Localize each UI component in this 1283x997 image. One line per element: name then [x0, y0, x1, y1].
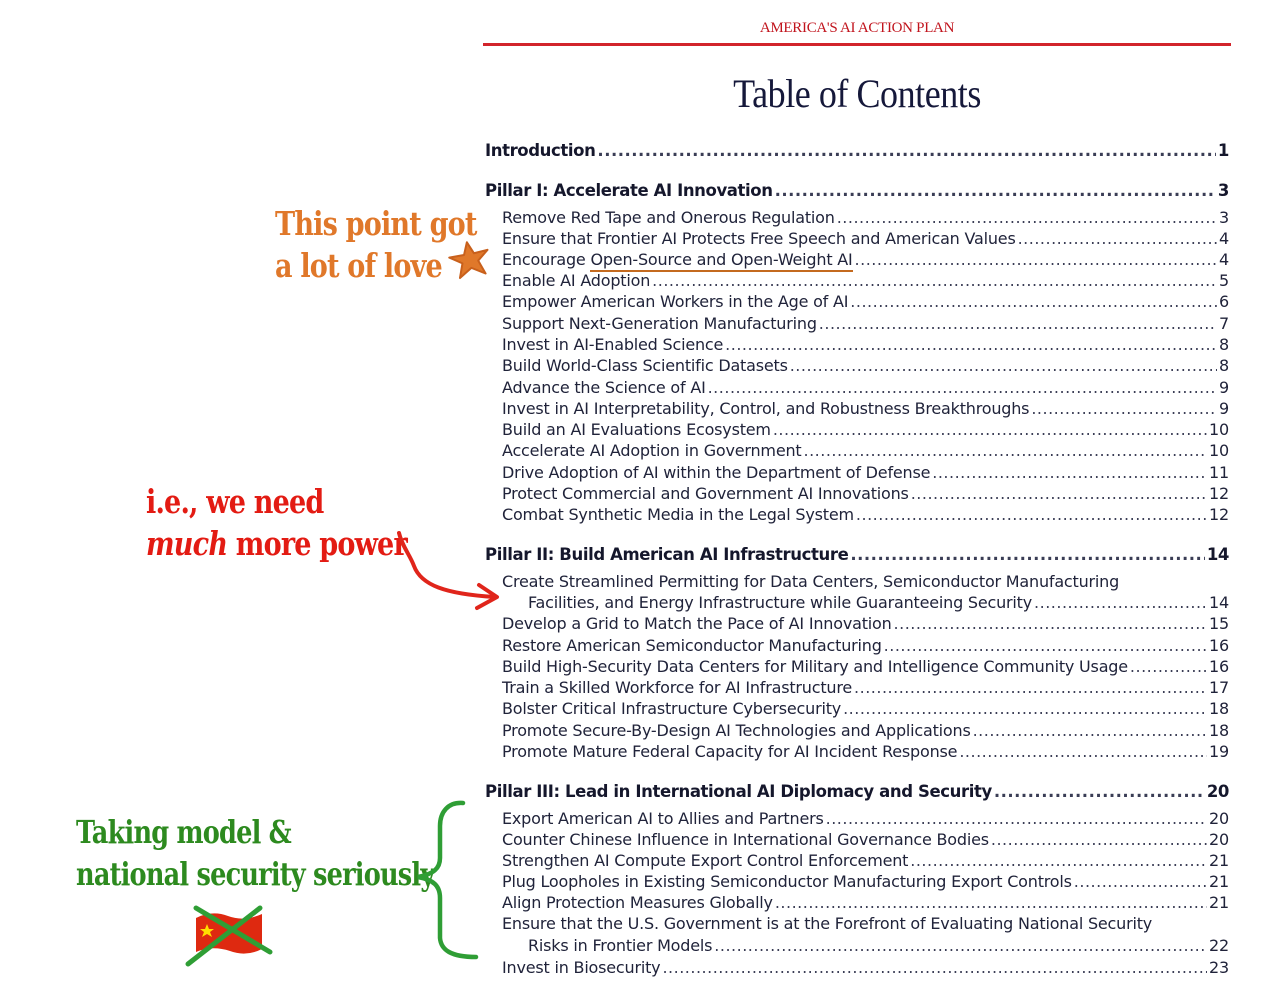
toc-entry-title-text: Promote Mature Federal Capacity for AI Incident Response: [502, 742, 958, 761]
toc-entry-title-text: Introduction: [485, 141, 596, 160]
page-number: 19: [1209, 742, 1229, 761]
page-number: 18: [1209, 721, 1229, 740]
header-title: AMERICA'S AI ACTION PLAN: [759, 20, 955, 36]
page-number: 7: [1219, 314, 1229, 333]
page-number: 14: [1206, 545, 1229, 564]
toc-entry-title-text: Pillar III: Lead in International AI Diplomacy and Security: [485, 782, 992, 801]
toc-entry-title-text: Export American AI to Allies and Partners: [502, 809, 824, 828]
annotation-power-rest: more power: [227, 524, 407, 563]
page-number: 12: [1209, 484, 1229, 503]
toc-entry-title-text: Support Next-Generation Manufacturing: [502, 314, 817, 333]
page-number: 17: [1209, 678, 1229, 697]
toc-entry-title-text: Train a Skilled Workforce for AI Infrastructure: [502, 678, 853, 697]
page-number: 3: [1219, 208, 1229, 227]
page-number: 4: [1219, 250, 1229, 269]
toc-entry-title-text: Create Streamlined Permitting for Data Centers, Semiconductor Manufacturing: [502, 572, 1120, 591]
toc-entry-title-text: Risks in Frontier Models: [528, 936, 713, 955]
annotation-power-emphasis: much: [146, 524, 228, 563]
highlighted-title: Open-Source and Open-Weight AI: [590, 250, 852, 272]
toc-entry-title-text: Enable AI Adoption: [502, 271, 651, 290]
page-number: 12: [1209, 505, 1229, 524]
page-number: 21: [1209, 893, 1229, 912]
toc-entry-title-text: Combat Synthetic Media in the Legal System: [502, 505, 854, 524]
toc-entry-title-text: Empower American Workers in the Age of AI: [502, 292, 849, 311]
red-arrow-icon: [399, 533, 497, 608]
toc-entry-title-text: Align Protection Measures Globally: [502, 893, 773, 912]
page-number: 22: [1209, 936, 1229, 955]
toc-entry-title-text: Pillar II: Build American AI Infrastructure: [485, 545, 849, 564]
toc-entry-title-text: Protect Commercial and Government AI Innovations: [502, 484, 909, 503]
toc-entry-title-text: Strengthen AI Compute Export Control Enforcement: [502, 851, 909, 870]
page-number: 8: [1219, 356, 1229, 375]
page-number: 20: [1206, 782, 1229, 801]
toc-entry-title-text: Plug Loopholes in Existing Semiconductor Manufacturing Export Controls: [502, 872, 1072, 891]
toc-entry-title-text: Remove Red Tape and Onerous Regulation: [502, 208, 835, 227]
page-number: 16: [1209, 657, 1229, 676]
toc-entry-title-text: Facilities, and Energy Infrastructure while Guaranteeing Security: [528, 593, 1033, 612]
green-brace-icon: [418, 803, 476, 957]
toc-entry-title-text: Restore American Semiconductor Manufacturing: [502, 636, 882, 655]
toc-entry-title-text: Build High-Security Data Centers for Military and Intelligence Community Usage: [502, 657, 1128, 676]
page-title: Table of Contents: [733, 71, 981, 116]
page-number: 10: [1209, 420, 1229, 439]
crossed-out-china-flag-icon: [188, 908, 270, 964]
page-number: 15: [1209, 614, 1229, 633]
toc-entry-title-text: Invest in AI Interpretability, Control, and Robustness Breakthroughs: [502, 399, 1030, 418]
annotation-love-line1: This point got: [275, 204, 477, 243]
toc-entry-title-text: Ensure that the U.S. Government is at the Forefront of Evaluating National Security: [502, 914, 1153, 933]
toc-entry-title-text: Ensure that Frontier AI Protects Free Speech and American Values: [502, 229, 1016, 248]
star-doodle-icon: [447, 239, 491, 279]
toc-entry-title-prefix: Encourage: [502, 250, 591, 269]
page-number: 9: [1219, 399, 1229, 418]
page-number: 10: [1209, 441, 1229, 460]
toc-entry-title-text: Promote Secure-By-Design AI Technologies and Applications: [502, 721, 971, 740]
page-number: 23: [1209, 958, 1229, 977]
page-number: 3: [1217, 181, 1229, 200]
page-number: 1: [1217, 141, 1229, 160]
toc-entry-title-text: Accelerate AI Adoption in Government: [502, 441, 802, 460]
page-number: 5: [1219, 271, 1229, 290]
toc-entry-title-text: Build an AI Evaluations Ecosystem: [502, 420, 771, 439]
page-number: 21: [1209, 851, 1229, 870]
toc-entry-title-text: Drive Adoption of AI within the Department of Defense: [502, 463, 931, 482]
page-number: 6: [1219, 292, 1229, 311]
page-number: 20: [1209, 809, 1229, 828]
page-number: 4: [1219, 229, 1229, 248]
annotation-power-line1: i.e., we need: [146, 482, 324, 521]
annotation-security-line2: national security seriously: [76, 855, 435, 893]
page-number: 9: [1219, 378, 1229, 397]
annotation-love-line2: a lot of love: [275, 246, 442, 285]
toc-entry-title-text: Advance the Science of AI: [502, 378, 706, 397]
page-number: 8: [1219, 335, 1229, 354]
page-number: 18: [1209, 699, 1229, 718]
toc-entry-title-text: Pillar I: Accelerate AI Innovation: [485, 181, 773, 200]
page-number: 21: [1209, 872, 1229, 891]
toc-entry-title-text: Build World-Class Scientific Datasets: [502, 356, 788, 375]
page-number: 20: [1209, 830, 1229, 849]
page-number: 16: [1209, 636, 1229, 655]
toc-entry-title-text: Counter Chinese Influence in International Governance Bodies: [502, 830, 989, 849]
toc-entry-title-text: Develop a Grid to Match the Pace of AI Innovation: [502, 614, 892, 633]
toc-entry-title-text: Invest in Biosecurity: [502, 958, 661, 977]
page-number: 14: [1209, 593, 1229, 612]
annotation-security-line1: Taking model &: [76, 813, 291, 851]
toc-entry-title-text: Invest in AI-Enabled Science: [502, 335, 724, 354]
page-number: 11: [1209, 463, 1229, 482]
toc-entry-title-text: Bolster Critical Infrastructure Cybersecurity: [502, 699, 842, 718]
